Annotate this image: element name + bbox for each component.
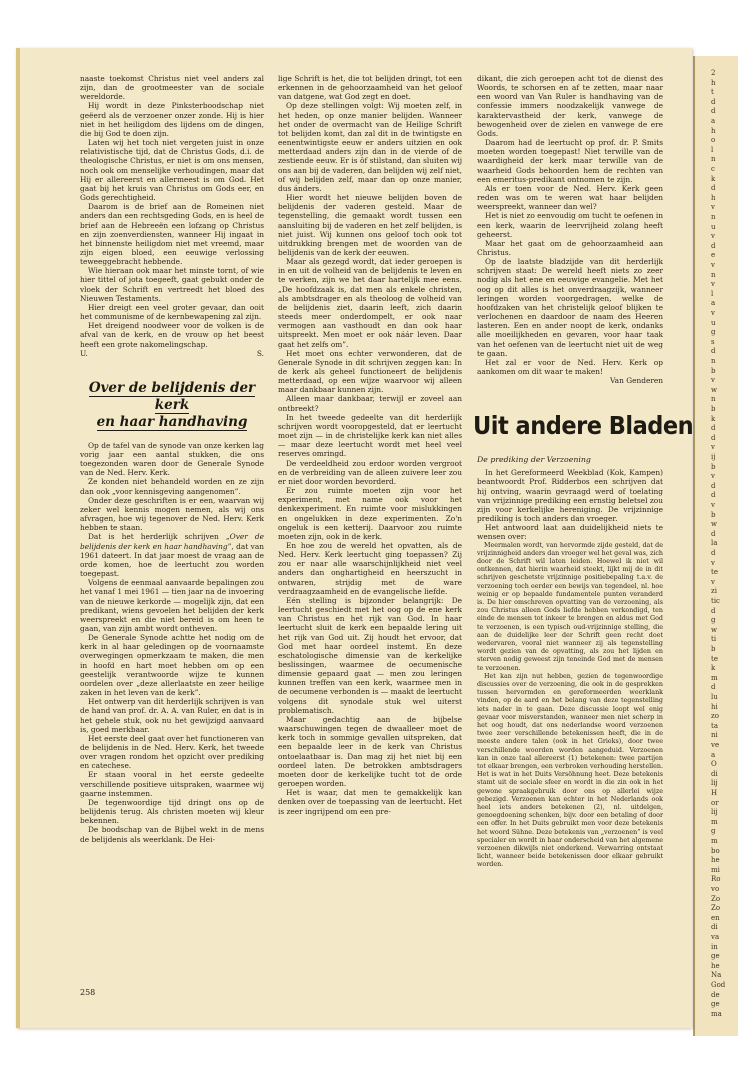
page-edge-fragment: n	[711, 395, 716, 404]
page-edge-fragment: a	[711, 750, 716, 759]
page-edge-fragment: m	[711, 817, 718, 826]
page-edge-fragment: s	[711, 337, 715, 346]
initial-left: U.	[80, 348, 88, 358]
page-edge-fragment: b	[711, 510, 716, 519]
paragraph: Er staan vooral in het eerste gedeelte verschillende positieve uitspraken, waarmee wij gaarne instemmen.	[80, 770, 264, 798]
page-edge-fragment: g	[711, 616, 716, 625]
page-edge-fragment: d	[711, 107, 716, 116]
paragraph: Het is waar, dat men te gemakkelijk kan denken over de toepassing van de leertucht. Het is zeer ingrijpend om een pre-	[278, 788, 462, 816]
paragraph: Maar als gezegd wordt, dat ieder geroepen is in en uit de volheid van de belijdenis te leven en te werken, zijn we het daar hartelijk mee eens. „De hoofdzaak is, dat men als enkele christen, als ambtsdrager en als theoloog de volheid van de belijdenis ziet, daarin leeft, zich daarin steeds meer onderdompelt, er ook naar vermogen aan vasthoudt en dan ook haar uitspreekt. Men moet er ook náár leven. Daar gaat het zelfs om”.	[278, 257, 462, 349]
paragraph: Op de tafel van de synode van onze kerken lag vorig jaar een aantal stukken, die ons toegezonden waren door de Generale Synode van de Ned. Herv. Kerk.	[80, 440, 264, 478]
page-edge-fragment: b	[711, 405, 716, 413]
paragraph: Wie hieraan ook maar het minste tornt, of wie hier tittel of jota toegeeft, gaat gebukt onder de vloek der Schrift en vertreedt het bloed des Nieuwen Testaments.	[80, 266, 264, 303]
page-edge-fragment: d	[711, 481, 716, 490]
page-edge-fragment: bo	[711, 846, 720, 855]
column-middle	[278, 74, 462, 816]
page-edge-fragment: a	[711, 117, 716, 125]
page-edge-fragment: in	[711, 942, 718, 951]
page-edge-fragment: he	[711, 856, 720, 865]
paragraph: De Generale Synode achtte het nodig om de kerk in al haar geledingen op de voornaamste overwegingen opmerkzaam te maken, die men in hoofd en hart moet hebben om op een geestelijk verantwoorde wijze te kunnen oordelen over „deze allerlaatste en zeer heilige zaken in het leven van de kerk”.	[80, 633, 264, 698]
page-edge-fragment: Zo	[711, 904, 721, 913]
page-edge-fragment: Zo	[711, 894, 721, 903]
page-edge-fragment: e	[711, 251, 716, 260]
section-title: Uit andere Bladen	[473, 411, 694, 441]
page-edge-fragment: v	[711, 203, 715, 212]
page-edge-fragment: v	[711, 443, 715, 452]
page-edge-fragment: k	[711, 414, 716, 423]
paragraph: lige Schrift is het, die tot belijden dringt, tot een erkennen in de gehoorzaamheid van het geloof van datgene, wat God zegt en doet.	[278, 74, 462, 102]
page-edge-fragment: en	[711, 913, 720, 922]
paragraph: Hier wordt het nieuwe belijden boven de belijdenis der vaderen gesteld. Maar de tegenstelling, die gemaakt wordt tussen een aansluiting bij de vaderen en het zelf belijden, is niet juist. Wij kunnen ons geloof toch ook tot uitdrukking brengen met de woorden van de belijdenis van de kerk der eeuwen.	[278, 193, 462, 257]
page-edge-fragment: v	[711, 261, 715, 269]
paragraph: Meermalen wordt, van hervormde zijde gesteld, dat de vrijzinnigheid anders dan vroeger wel het geval was, zich door de Schrift wil laten leiden. Hoewel ik niet wil ontkennen, dat hierin waarheid steekt, lijkt mij de in dit schrijven geschetste vrijzinnige positiebepaling t.a.v. de verzoening toch eerder een bewijs van tegendeel, nl. hoe weinig er op bepaalde fundamentele punten veranderd is. De hier omschreven opvatting van de verzoening, als zou Christus alleen Gods liefde hebben verkondigd, ten einde de mensen tot inkeer te brengen en aldus met God te verzoenen, is een typisch oud-vrijzinnige stelling, die aan de duidelijke leer der Schrift geen recht doet wedervaren, vooral niet wanneer zij als tegenstelling wordt gezien van de opvatting, als zou het lijden en sterven nodig geweest zijn teneinde God met de mensen te verzoenen.	[477, 541, 663, 672]
paragraph: Op de laatste bladzijde van dit herderlijk schrijven staat: De wereld heeft niets zo zeer nodig als het ene en eeuwige evangelie. Met het oog op dit alles is het onverdraagzijk, wanneer leringen worden voorgedragen, welke de hoofdzaken van het christelijk geloof blijken te verlochenen en daardoor de naam des Heeren lasteren. Een en ander noopt de kerk, ondanks alle moeilijkheden en gevaren, voor haar taak van het oefenen van de leertucht niet uit de weg te gaan.	[477, 257, 663, 358]
paragraph: Het moet ons echter verwonderen, dat de Generale Synode in dit schrijven zeggen kan: In de kerk als geheel functioneert de belijdenis metterdaad, op een wijze waarvoor wij alleen maar dankbaar kunnen zijn.	[278, 348, 462, 395]
paragraph: In het tweede gedeelte van dit herderlijk schrijven wordt vooropgesteld, dat er leertucht moet zijn — in de christelijke kerk kan niet alles — maar deze leertucht wordt met heel veel reserves omringd.	[278, 412, 462, 459]
paragraph: Het ontwerp van dit herderlijk schrijven is van de hand van prof. dr. A. A. van Ruler, en dat is in het gehele stuk, ook nu het gewijzigd aanvaard is, goed merkbaar.	[80, 697, 264, 734]
page-edge-fragment: zo	[711, 712, 719, 721]
page-edge-fragment: d	[711, 606, 716, 615]
page-edge-fragment: v	[711, 558, 715, 567]
page-edge-fragment: d	[711, 549, 716, 557]
quoted-passage	[477, 542, 663, 870]
page-edge-fragment: di	[711, 769, 718, 778]
paragraph: Hij wordt in deze Pinksterboodschap niet geëerd als de verzoener onzer zonde. Hij is hier niet in het heiligdom des lijdens om de dingen, die bij God te doen zijn.	[80, 101, 264, 138]
page-edge-fragment: w	[711, 520, 717, 529]
page-edge-fragment: vo	[711, 885, 720, 893]
paragraph: Ze konden niet behandeld worden en ze zijn dan ook „voor kennisgeving aangenomen”.	[80, 477, 264, 496]
paragraph: Maar gedachtig aan de bijbelse waarschuwingen tegen de dwaalleer moet de kerk toch in sommige gevallen uitspreken, dat een bepaalde leer in de kerk van Christus ontoelaatbaar is. Dan mag zij het niet bij een oordeel laten. De betrokken ambtsdragers moeten door de kerkelijke tucht tot de orde geroepen worden.	[278, 714, 462, 789]
page-edge-fragment: g	[711, 827, 716, 836]
page-edge-fragment: l	[711, 145, 714, 154]
page-edge-fragment: ij	[711, 453, 716, 461]
headline-line-1: Over de belijdenis der kerk	[88, 379, 256, 413]
paragraph: Op deze stellingen volgt: Wij moeten zelf, in het heden, op onze manier belijden. Wanneer het onder de overmacht van de Heilige Schrift tot belijden komt, dan zal dit in de twintigste en eenentwintigste eeuw er anders uitzien en ook metterdaad anders zijn dan in de vierde of de zestiende eeuw. Er is ôf stilstand, dan sluiten wij ons aan bij de vaderen, dan belijden wij zelf niet, of wij belijden zelf, maar dan op onze manier, dus ánders.	[278, 101, 462, 193]
page-edge-fragment: mi	[711, 865, 720, 874]
page-edge-fragment: n	[711, 213, 716, 221]
page-edge-fragment: lij	[711, 808, 718, 817]
page-edge-fragment: n	[711, 270, 716, 279]
paragraph: Als er toen voor de Ned. Herv. Kerk geen reden was om te weren wat haar belijden weerspreekt, wanneer dan wel?	[477, 183, 663, 212]
paragraph: Maar het gaat om de gehoorzaamheid aan Christus.	[477, 238, 663, 257]
page-edge-fragment: t	[711, 88, 714, 97]
paragraph: dikant, die zich geroepen acht tot de dienst des Woords, te schorsen en af te zetten, maar naar een woord van Van Ruler is handhaving van de confessie immers noodzakelijk vanwege de karaktervastheid der kerk, vanwege de bewogenheid over de zielen en vanwege de ere Gods.	[477, 74, 663, 138]
page-edge-fragment: a	[711, 299, 716, 308]
page-edge-fragment: h	[711, 193, 716, 202]
page-edge-fragment: ge	[711, 1000, 720, 1009]
page-edge-fragment: l	[711, 289, 714, 298]
page-edge-fragment: n	[711, 155, 716, 164]
paragraph: Onder deze geschriften is er een, waarvan wij zeker wel kennis mogen nemen, als wij ons afvragen, hoe wij tegenover de Ned. Herv. Kerk hebben te staan.	[80, 495, 264, 533]
page-edge-fragment: h	[711, 126, 716, 135]
page-edge-fragment: d	[711, 433, 716, 442]
page-edge-fragment: w	[711, 625, 717, 634]
page-edge-fragment: g	[711, 328, 716, 337]
page-edge-fragment: ti	[711, 635, 717, 644]
page-edge-fragment: d	[711, 529, 716, 538]
page-edge-fragment: la	[711, 539, 718, 548]
page-edge-fragment: lij	[711, 779, 718, 788]
column-right	[473, 74, 694, 870]
page-edge-fragment: ta	[711, 721, 718, 730]
page-edge-fragment: O	[711, 760, 717, 769]
paragraph: Het kan zijn nut hebben, gezien de tegenwoordige discussies over de verzoening, die ook in de gesprekken tussen hervormden en gereformeerden weerklank vinden, op de aard en het belang van deze tegenstelling iets nader in te gaan. Deze discussie loopt wel enig gevaar voor misverstanden, wanneer men niet scherp in het oog houdt, dat ons nederlandse woord verzoenen twee zeer verschillende betekenissen heeft, die in de meeste andere talen (ook in het Grieks), door twee verschillende woorden worden aangeduid. Verzoenen kan in onze taal allereerst (1) betekenen: twee partijen tot elkaar brengen, een verbroken verhouding herstellen. Het is wat in het Duits Versöhnung heet. Deze betekenis stamt uit de sociale sfeer en wordt in die zin ook in het gewone spraakgebruik door ons op allerlei wijze gebezigd. Verzoenen kan echter in het Nederlands ook heel iets anders betekenen (2), nl. uitdelgen, genoegdoening schenken, bijv. door een betaling of door een offer. In het Duits gebruikt men voor deze betekenis het woord Sühne. Deze betekenis van „verzoenen” is veel specialer en wordt in haar onderscheid van het algemene verzoenen dikwijls niet onderkend. Verwarring ontstaat licht, wanneer beide betekenissen door elkaar gebruikt worden.	[477, 672, 663, 869]
page-edge-fragment: de	[711, 990, 720, 999]
page-edge-fragment: u	[711, 318, 716, 327]
page-edge-fragment: ni	[711, 731, 718, 740]
page-edge-fragment: ge	[711, 952, 720, 961]
page-edge-fragment: d	[711, 184, 716, 193]
page-edge-fragment: v	[711, 309, 715, 317]
page-edge-fragment: b	[711, 645, 716, 653]
page-edge-fragment: d	[711, 97, 716, 106]
page-edge-fragment: te	[711, 568, 718, 577]
page-edge-fragment: v	[711, 376, 715, 385]
page-edge-fragment: zi	[711, 587, 717, 596]
page-edge-fragment: ve	[711, 741, 720, 749]
paragraph: Het eerste deel gaat over het functioneren van de belijdenis in de Ned. Herv. Kerk, het tweede over vragen rondom het opzicht over prediking en catechese.	[80, 733, 264, 771]
page-edge-fragment: v	[711, 232, 715, 241]
page-edge-fragment: Ro	[711, 875, 721, 884]
page-edge-fragment: or	[711, 798, 719, 807]
page-edge-fragment: n	[711, 357, 716, 365]
page-edge-fragment: c	[711, 165, 715, 173]
author-initials	[80, 349, 264, 358]
paragraph: Eén stelling is bijzonder belangrijk: De leertucht geschiedt met het oog op de ene kerk van Christus en het rijk van God. In haar leertucht sluit de kerk een bepaalde lering uit het rijk van God uit. Zij houdt het ervoor, dat God met haar oordeel instemt. En deze eschatologische dimensie van de kerkelijke beslissingen, waarmee de oecumenische dimensie gepaard gaat — men zou leringen kunnen treffen van een kerk, waarmee men in de oecumene verbonden is — maakt de leertucht volgens dit synodale stuk wel uiterst problematisch.	[278, 595, 462, 715]
page-edge-fragment: w	[711, 385, 717, 394]
page-number: 258	[80, 988, 96, 997]
author-signature: Van Genderen	[610, 376, 663, 386]
page-edge-fragment: H	[711, 789, 718, 797]
paragraph: Volgens de eenmaal aanvaarde bepalingen zou het vanaf 1 mei 1961 — tien jaar na de invoering van de nieuwe kerkorde — mogelijk zijn, dat een predikant, wiens gevoelen het belijden der kerk weerspreekt en die niet bereid is om heen te gaan, van zijn ambt wordt ontheven.	[80, 578, 264, 633]
page-edge-fragment: lu	[711, 693, 718, 701]
page-edge-fragment: b	[711, 462, 716, 471]
article-headline	[80, 380, 264, 431]
adjacent-page-edge	[693, 56, 738, 1036]
page-edge-fragment: 2	[711, 69, 716, 77]
paragraph: Het antwoord laat aan duidelijkheid niets te wensen over:	[477, 523, 663, 542]
page-edge-fragment: d	[711, 491, 716, 500]
paragraph: Alleen maar dankbaar, terwijl er zoveel aan ontbreekt?	[278, 394, 462, 413]
paragraph: Het zal er voor de Ned. Herv. Kerk op aankomen om dit waar te maken!	[477, 357, 663, 376]
page-edge-fragment: v	[711, 280, 715, 289]
paragraph: Het dreigend noodweer voor de volken is de afval van de kerk, en de vrouw op het beest heeft een grote nakomelingschap.	[80, 321, 264, 349]
page-edge-fragment: v	[711, 577, 715, 586]
page-edge-fragment: tic	[711, 597, 720, 605]
paragraph: In het Gereformeerd Weekblad (Kok, Kampen) beantwoordt Prof. Ridderbos een schrijven dat hij ontving, waarin gevraagd werd of toelating van vrijzinnige prediking een ernstig beletsel zou zijn voor kerkelijke hereniging. De vrijzinnige prediking is toch anders dan vroeger.	[477, 468, 663, 524]
paragraph: Daarom had de leertucht op prof. dr. P. Smits moeten worden toegepast! Niet terwille van de waardigheid der kerk maar terwille van de waarheid Gods behoorden hem de rechten van een emeritus-predikant ontnomen te zijn.	[477, 138, 663, 184]
paragraph: Hier dreigt een veel groter gevaar, dan ooit het communisme of de kernbewapening zal zijn.	[80, 302, 264, 322]
page-edge-fragment: k	[711, 664, 716, 673]
page-edge-fragment: God	[711, 981, 726, 989]
page-edge-fragment: hi	[711, 702, 718, 711]
paragraph: Het is niet zo eenvoudig om tucht te oefenen in een kerk, waarin de leervrijheid zolang heeft geheerst.	[477, 211, 663, 239]
page-edge-fragment: k	[711, 174, 716, 183]
paragraph: Daarom is de brief aan de Romeinen niet anders dan een rechtsgeding Gods, en is heel de brief aan de Hebreeën een lofzang op Christus en zijn zoenverdiensten, wanneer Hij ingaat in het binnenste heiligdom niet met vreemd, maar zijn eigen bloed, een eeuwige verlossing teweeggebracht hebbende.	[80, 202, 264, 267]
page-edge-fragment: u	[711, 222, 716, 231]
page-edge-fragment: di	[711, 923, 718, 932]
page-edge-fragment: o	[711, 136, 716, 145]
page-edge-fragment: m	[711, 673, 718, 682]
page-edge-fragment: d	[711, 241, 716, 250]
headline-line-2: en haar handhaving	[96, 413, 248, 430]
page-edge-fragment: d	[711, 347, 716, 356]
page-edge-fragment: ma	[711, 1009, 722, 1018]
italic-title: Over de belijdenis der kerk en haar handhaving	[80, 532, 264, 551]
page-edge-fragment: v	[711, 501, 715, 509]
paragraph: De tegenwoordige tijd dringt ons op de belijdenis terug. Als christen moeten wij kleur bekennen.	[80, 797, 264, 826]
page-edge-fragment: he	[711, 961, 720, 970]
page-edge-fragment: h	[711, 78, 716, 87]
paragraph: naaste toekomst Christus niet veel anders zal zijn, dan de grootmeester van de sociale wereldorde.	[80, 74, 264, 102]
paragraph: Dat is het herderlijk schrijven „Over de belijdenis der kerk en haar handhaving”, dat van 1961 dateert. In dat jaar moest de vraag aan de orde komen, hoe de leertucht zou worden toegepast.	[80, 532, 264, 579]
section-subheading: De prediking der Verzoening	[477, 455, 591, 465]
paragraph: De verdeeldheid zou erdoor worden vergroot en de verbreiding van de alleen zuivere leer zou er niet door worden bevorderd.	[278, 458, 462, 486]
page-edge-fragment: d	[711, 683, 716, 692]
page-edge-fragment: m	[711, 837, 718, 845]
column-left	[80, 74, 264, 844]
paragraph: En hoe zou de wereld het opvatten, als de Ned. Herv. Kerk leertucht ging toepassen? Zij zou er naar alle waarschijnlijkheid niet veel anders dan onghartigheid en heerszucht in ontwaren, strijdig met de ware verdraagzaamheid en de evangelische liefde.	[278, 540, 462, 596]
paragraph: Laten wij het toch niet vergeten juist in onze relativistische tijd, dat de Christus Gods, d.i. de theologische Christus, er niet is om ons mensen, noch ook om menselijke verhoudingen, maar dat Hij er allereerst en allermeest is om God. Het gaat bij het kruis van Christus om Gods eer, en Gods gerechtigheid.	[80, 138, 264, 203]
page-edge-fragment: b	[711, 366, 716, 375]
initial-right: S.	[256, 348, 264, 358]
paragraph: De boodschap van de Bijbel wekt in de mens de belijdenis als weerklank. De Hei-	[80, 825, 264, 844]
paragraph: Er zou ruimte moeten zijn voor het experiment, met name ook voor het denkexperiment. En ruimte voor mislukkingen en ongelukken in deze experimenten. Zo'n ongeluk is een ketterij. Daarvoor zou ruimte moeten zijn, ook in de kerk.	[278, 486, 462, 541]
page-edge-fragment: d	[711, 424, 716, 433]
page-edge-fragment: te	[711, 654, 718, 663]
page-edge-fragment: va	[711, 933, 720, 941]
page-edge-fragment: v	[711, 472, 715, 481]
page-edge-fragment: Na	[711, 971, 722, 980]
